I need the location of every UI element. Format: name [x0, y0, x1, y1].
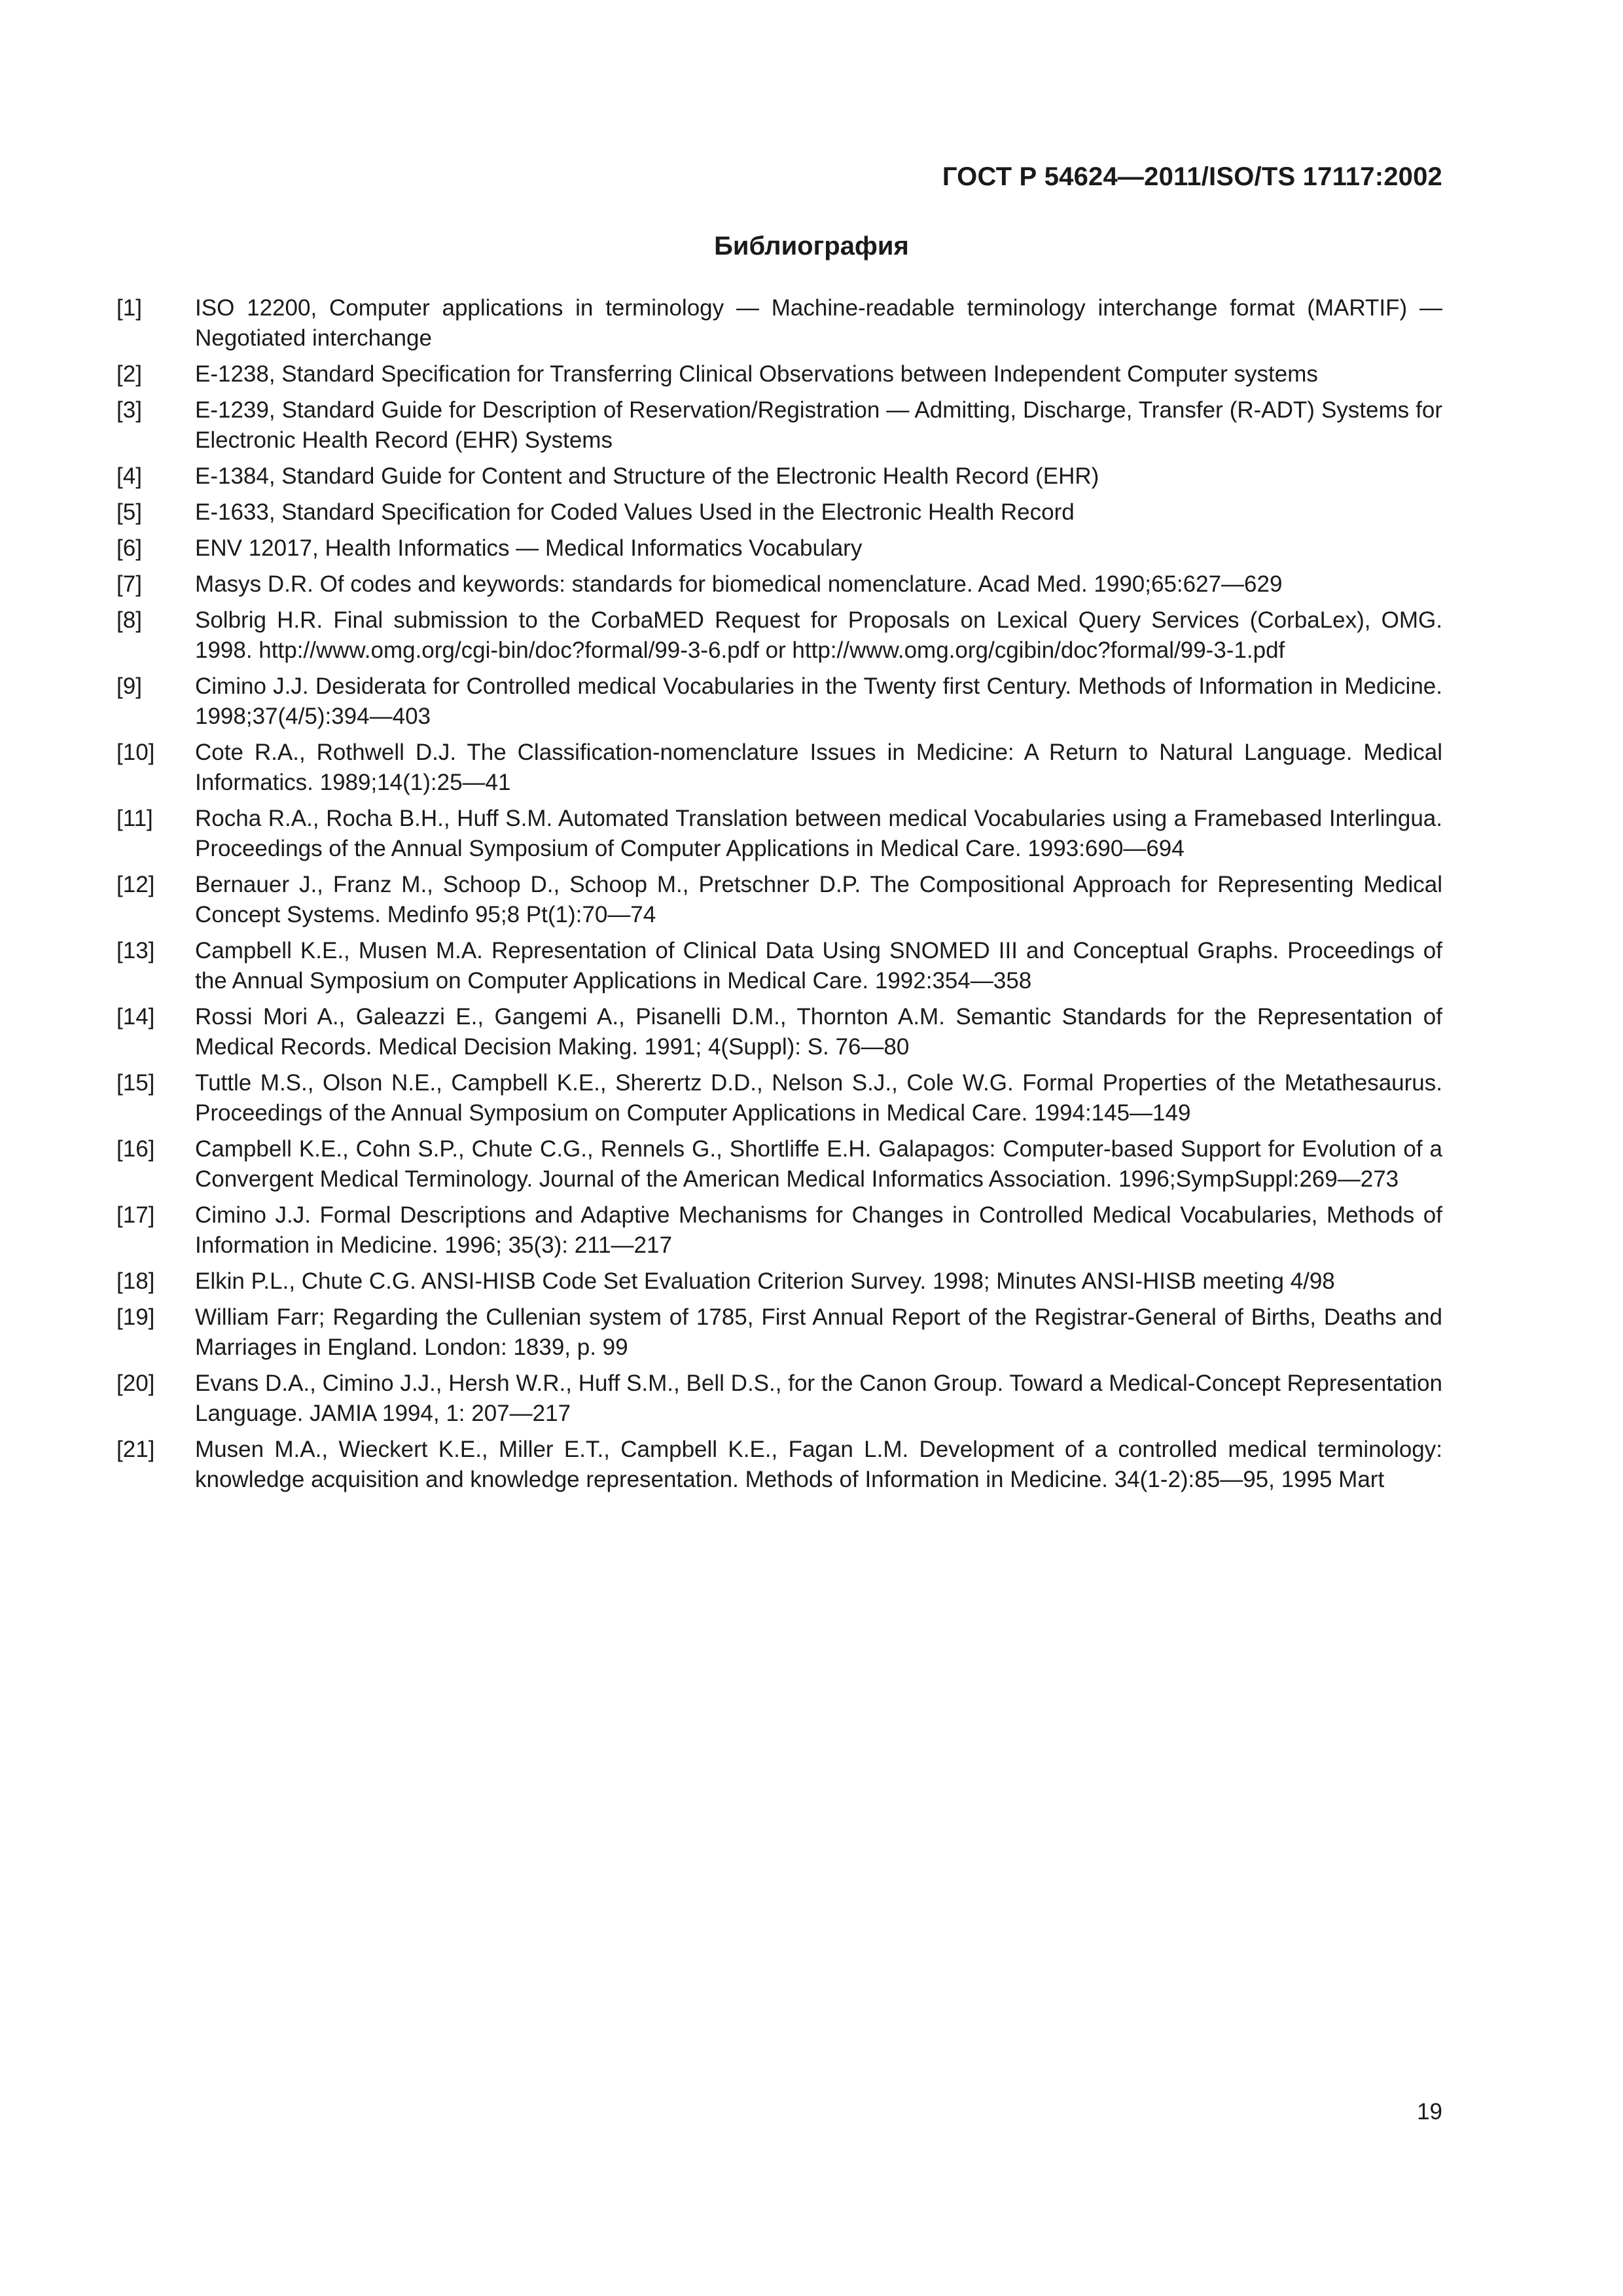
reference-number: [11]	[116, 806, 153, 831]
reference-item	[116, 1134, 1442, 1194]
reference-number: [7]	[116, 571, 142, 597]
reference-text: Solbrig H.R. Final submission to the CorbaMED Request for Proposals on Lexical Query Services (CorbaLex), OMG. 1998. http://www.omg.org/cgi-bin/doc?formal/99-3-6.pdf or http://www.omg.org/cgibin/doc?formal/99-3-1.pdf	[195, 607, 1442, 663]
reference-number: [12]	[116, 872, 155, 897]
reference-number: [3]	[116, 397, 142, 423]
reference-item	[116, 870, 1442, 930]
reference-text: Cote R.A., Rothwell D.J. The Classification-nomenclature Issues in Medicine: A Return to Natural Language. Medical Informatics. 1989;14(1):25—41	[195, 740, 1442, 795]
reference-item	[116, 738, 1442, 798]
reference-number: [4]	[116, 463, 142, 489]
reference-number: [8]	[116, 607, 142, 633]
reference-number: [10]	[116, 740, 155, 765]
reference-text: Campbell K.E., Musen M.A. Representation of Clinical Data Using SNOMED III and Conceptual Graphs. Proceedings of the Annual Symposium on Computer Applications in Medical Care. 1992:354—358	[195, 938, 1442, 994]
reference-text: ENV 12017, Health Informatics — Medical Informatics Vocabulary	[195, 535, 863, 561]
reference-item	[116, 395, 1442, 456]
reference-text: Tuttle M.S., Olson N.E., Campbell K.E., Sherertz D.D., Nelson S.J., Cole W.G. Formal Properties of the Metathesaurus. Proceedings of the Annual Symposium on Computer Applications in Medical Care. 1994:145—149	[195, 1070, 1442, 1126]
document-header: ГОСТ Р 54624—2011/ISO/TS 17117:2002	[942, 162, 1442, 191]
reference-item	[116, 461, 1442, 492]
reference-text: Evans D.A., Cimino J.J., Hersh W.R., Huff S.M., Bell D.S., for the Canon Group. Toward a Medical-Concept Representation Language. JAMIA 1994, 1: 207—217	[195, 1371, 1442, 1426]
reference-number: [21]	[116, 1437, 155, 1462]
reference-number: [18]	[116, 1268, 155, 1294]
reference-number: [13]	[116, 938, 155, 963]
reference-number: [6]	[116, 535, 142, 561]
reference-text: Bernauer J., Franz M., Schoop D., Schoop M., Pretschner D.P. The Compositional Approach for Representing Medical Concept Systems. Medinfo 95;8 Pt(1):70—74	[195, 872, 1442, 927]
section-title: Библиография	[714, 232, 909, 260]
reference-text: Cimino J.J. Desiderata for Controlled medical Vocabularies in the Twenty first Century. Methods of Information in Medicine. 1998;37(4/5):394—403	[195, 673, 1442, 729]
reference-text: Elkin P.L., Chute C.G. ANSI-HISB Code Set Evaluation Criterion Survey. 1998; Minutes ANSI-HISB meeting 4/98	[195, 1268, 1335, 1294]
reference-item	[116, 1068, 1442, 1128]
reference-item	[116, 533, 1442, 564]
bibliography-list	[116, 293, 1442, 1501]
reference-number: [2]	[116, 361, 142, 387]
reference-number: [1]	[116, 295, 142, 321]
reference-text: E-1633, Standard Specification for Coded Values Used in the Electronic Health Record	[195, 499, 1075, 525]
reference-text: E-1239, Standard Guide for Description of Reservation/Registration — Admitting, Discharge, Transfer (R-ADT) Systems for Electronic Health Record (EHR) Systems	[195, 397, 1442, 453]
reference-item	[116, 497, 1442, 528]
reference-text: Campbell K.E., Cohn S.P., Chute C.G., Rennels G., Shortliffe E.H. Galapagos: Computer-based Support for Evolution of a Convergent Medical Terminology. Journal of the American Medical Informatics Association. 1996;SympSuppl:269—273	[195, 1136, 1442, 1192]
reference-number: [20]	[116, 1371, 155, 1396]
reference-item	[116, 672, 1442, 732]
reference-item	[116, 293, 1442, 353]
reference-number: [14]	[116, 1004, 155, 1030]
reference-text: Rossi Mori A., Galeazzi E., Gangemi A., Pisanelli D.M., Thornton A.M. Semantic Standards for the Representation of Medical Records. Medical Decision Making. 1991; 4(Suppl): S. 76—80	[195, 1004, 1442, 1060]
reference-text: E-1384, Standard Guide for Content and Structure of the Electronic Health Record (EHR)	[195, 463, 1099, 489]
reference-number: [19]	[116, 1304, 155, 1330]
reference-item	[116, 605, 1442, 666]
reference-item	[116, 804, 1442, 864]
reference-number: [9]	[116, 673, 142, 699]
reference-item	[116, 1002, 1442, 1062]
reference-item	[116, 1369, 1442, 1429]
reference-text: Cimino J.J. Formal Descriptions and Adaptive Mechanisms for Changes in Controlled Medical Vocabularies, Methods of Information in Medicine. 1996; 35(3): 211—217	[195, 1202, 1442, 1258]
page-number: 19	[1417, 2099, 1442, 2125]
reference-number: [17]	[116, 1202, 155, 1228]
reference-text: Masys D.R. Of codes and keywords: standards for biomedical nomenclature. Acad Med. 1990;65:627—629	[195, 571, 1283, 597]
reference-item	[116, 1200, 1442, 1261]
reference-text: E-1238, Standard Specification for Transferring Clinical Observations between Independent Computer systems	[195, 361, 1318, 387]
reference-item	[116, 1266, 1442, 1297]
reference-text: Musen M.A., Wieckert K.E., Miller E.T., Campbell K.E., Fagan L.M. Development of a controlled medical terminology: knowledge acquisition and knowledge representation. Methods of Information in Medicine. 34(1-2):85—95, 1995 Mart	[195, 1437, 1442, 1492]
reference-item	[116, 1435, 1442, 1495]
reference-item	[116, 936, 1442, 996]
reference-item	[116, 359, 1442, 389]
reference-number: [16]	[116, 1136, 155, 1162]
reference-text: Rocha R.A., Rocha B.H., Huff S.M. Automated Translation between medical Vocabularies using a Framebased Interlingua. Proceedings of the Annual Symposium of Computer Applications in Medical Care. 1993:690—694	[195, 806, 1442, 861]
reference-number: [15]	[116, 1070, 155, 1096]
reference-item	[116, 1302, 1442, 1363]
reference-text: ISO 12200, Computer applications in terminology — Machine-readable terminology interchange format (MARTIF) — Negotiated interchange	[195, 295, 1442, 351]
reference-number: [5]	[116, 499, 142, 525]
reference-text: William Farr; Regarding the Cullenian system of 1785, First Annual Report of the Registrar-General of Births, Deaths and Marriages in England. London: 1839, p. 99	[195, 1304, 1442, 1360]
reference-item	[116, 569, 1442, 600]
